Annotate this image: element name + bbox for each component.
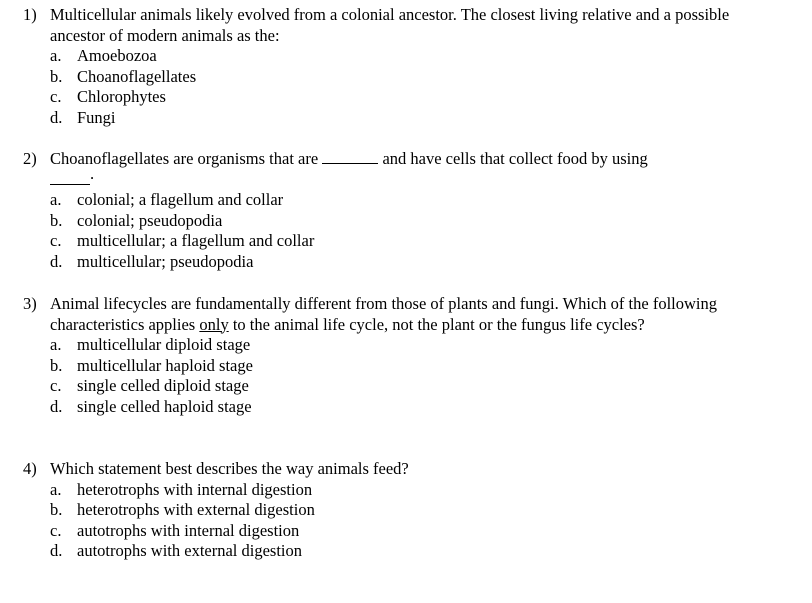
option-d[interactable] xyxy=(0,252,780,273)
option-c[interactable] xyxy=(0,87,780,108)
option-text: heterotrophs with internal digestion xyxy=(77,479,313,499)
option-letter: d. xyxy=(50,396,63,416)
question-stem xyxy=(0,5,780,46)
option-letter: b. xyxy=(50,66,63,86)
question-text-after: to the animal life cycle, not the plant or the fungus life cycles? xyxy=(232,314,645,334)
option-c[interactable] xyxy=(0,376,780,397)
option-text: single celled diploid stage xyxy=(77,376,249,396)
option-letter: a. xyxy=(50,479,62,499)
option-b[interactable] xyxy=(0,211,780,232)
question-4 xyxy=(0,459,780,562)
option-letter: c. xyxy=(50,376,62,396)
option-c[interactable] xyxy=(0,521,780,542)
question-text: Multicellular animals likely evolved from a colonial ancestor. The closest living relative and a possible ancestor of modern animals as the: xyxy=(50,5,730,45)
option-letter: d. xyxy=(50,107,63,127)
option-text: colonial; pseudopodia xyxy=(77,210,223,230)
option-a[interactable] xyxy=(0,480,780,501)
end-punctuation: . xyxy=(90,163,95,183)
option-text: autotrophs with external digestion xyxy=(77,541,302,561)
question-2 xyxy=(0,149,780,273)
option-letter: b. xyxy=(50,355,63,375)
option-text: Choanoflagellates xyxy=(77,66,197,86)
option-letter: a. xyxy=(50,46,62,66)
option-letter: d. xyxy=(50,541,63,561)
option-text: single celled haploid stage xyxy=(77,396,252,416)
question-text-after: and have cells that collect food by using xyxy=(382,149,648,168)
question-3 xyxy=(0,294,780,418)
option-text: Chlorophytes xyxy=(77,87,166,107)
option-letter: c. xyxy=(50,87,62,107)
option-letter: a. xyxy=(50,190,62,210)
option-text: Fungi xyxy=(77,107,116,127)
option-text: autotrophs with internal digestion xyxy=(77,520,300,540)
option-text: multicellular; pseudopodia xyxy=(77,251,254,271)
option-letter: c. xyxy=(50,520,62,540)
answer-blank xyxy=(50,174,90,185)
question-number: 2) xyxy=(23,149,37,168)
option-text: multicellular; a flagellum and collar xyxy=(77,231,315,251)
option-c[interactable] xyxy=(0,231,780,252)
answer-blank xyxy=(322,149,378,164)
option-text: colonial; a flagellum and collar xyxy=(77,190,284,210)
question-stem-continuation xyxy=(0,163,780,191)
option-text: multicellular diploid stage xyxy=(77,335,251,355)
question-stem xyxy=(0,294,780,335)
question-number: 3) xyxy=(23,294,37,313)
option-text: multicellular haploid stage xyxy=(77,355,253,375)
option-b[interactable] xyxy=(0,67,780,88)
question-number: 4) xyxy=(23,459,37,478)
option-d[interactable] xyxy=(0,541,780,562)
option-letter: c. xyxy=(50,231,62,251)
question-1 xyxy=(0,5,780,129)
option-b[interactable] xyxy=(0,500,780,521)
option-b[interactable] xyxy=(0,356,780,377)
question-stem xyxy=(0,459,780,480)
option-a[interactable] xyxy=(0,335,780,356)
emphasis-text: only xyxy=(199,314,229,334)
question-text: Which statement best describes the way animals feed? xyxy=(50,459,409,478)
option-letter: b. xyxy=(50,500,63,520)
option-a[interactable] xyxy=(0,46,780,67)
option-text: Amoebozoa xyxy=(77,46,157,66)
option-a[interactable] xyxy=(0,190,780,211)
question-number: 1) xyxy=(23,5,37,24)
option-letter: a. xyxy=(50,335,62,355)
option-d[interactable] xyxy=(0,108,780,129)
question-text-before: Choanoflagellates are organisms that are xyxy=(50,149,319,168)
question-text-before: Animal lifecycles are fundamentally different from those of plants and fungi. Which of the following characteristics applies xyxy=(50,294,717,334)
question-stem xyxy=(0,149,780,170)
option-letter: b. xyxy=(50,210,63,230)
option-d[interactable] xyxy=(0,397,780,418)
option-letter: d. xyxy=(50,251,63,271)
option-text: heterotrophs with external digestion xyxy=(77,500,315,520)
